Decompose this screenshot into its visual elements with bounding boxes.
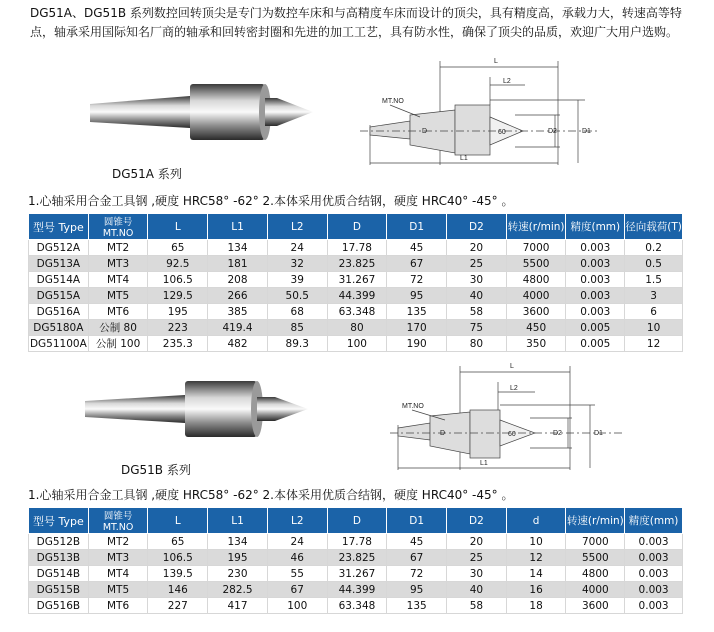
table-cell: DG516B — [29, 598, 89, 614]
table-cell: 170 — [387, 320, 447, 336]
table-cell: MT2 — [88, 240, 148, 256]
table-cell: 1.5 — [625, 272, 683, 288]
column-header: 径向载荷(T) — [625, 214, 683, 240]
spec-table-dg51b — [28, 507, 683, 614]
table-cell: 12 — [506, 550, 566, 566]
table-cell: 10 — [625, 320, 683, 336]
table-cell: 12 — [625, 336, 683, 352]
table-cell: 106.5 — [148, 272, 208, 288]
table-cell: 10 — [506, 534, 566, 550]
table-cell: 89.3 — [267, 336, 327, 352]
table-cell: 30 — [447, 566, 507, 582]
spec-table-dg51a — [28, 213, 683, 352]
table-cell: 40 — [447, 288, 507, 304]
table-cell: 5500 — [566, 550, 625, 566]
table-cell: 4000 — [566, 582, 625, 598]
table-cell: 235.3 — [148, 336, 208, 352]
table-cell: 0.003 — [566, 240, 625, 256]
table-cell: 4000 — [506, 288, 566, 304]
drawing-a-d-label: D — [422, 128, 428, 135]
table-cell: MT4 — [88, 566, 148, 582]
table-cell: 32 — [267, 256, 327, 272]
table-cell: 23.825 — [327, 550, 387, 566]
drawing-b-mtno-label: MT.NO — [402, 403, 424, 410]
table-cell: 25 — [447, 550, 507, 566]
table-cell: 67 — [387, 256, 447, 272]
table-cell: MT6 — [88, 304, 148, 320]
table-row — [29, 582, 683, 598]
table-cell: 50.5 — [267, 288, 327, 304]
table-cell: 25 — [447, 256, 507, 272]
table-cell: 65 — [148, 240, 208, 256]
table-row — [29, 256, 683, 272]
table-row — [29, 598, 683, 614]
table-cell: 17.78 — [327, 240, 387, 256]
table-cell: 92.5 — [148, 256, 208, 272]
table-cell: DG513B — [29, 550, 89, 566]
table-cell: 20 — [447, 240, 507, 256]
table-cell: 58 — [447, 598, 507, 614]
table-cell: 39 — [267, 272, 327, 288]
table-cell: 100 — [267, 598, 327, 614]
table-cell: 385 — [208, 304, 268, 320]
caption-dg51b: DG51B 系列 — [121, 463, 191, 477]
intro-paragraph: DG51A、DG51B 系列数控回转顶尖是专门为数控车床和与高精度车床而设计的顶尖，具有精度高，承载力大，转速高等特点，轴承采用国际知名厂商的轴承和回转密封圈和先进的加工工艺，具有防水性，确保了顶尖的品质，欢迎广大用户选购。 — [30, 6, 682, 39]
table-cell: MT2 — [88, 534, 148, 550]
table-cell: 3600 — [566, 598, 625, 614]
table-cell: 46 — [267, 550, 327, 566]
table-cell: DG5180A — [29, 320, 89, 336]
drawing-b-l1-label: L1 — [480, 460, 488, 467]
table-row — [29, 336, 683, 352]
table-cell: 350 — [506, 336, 566, 352]
table-cell: MT5 — [88, 582, 148, 598]
table-cell: 7000 — [566, 534, 625, 550]
table-cell: 195 — [208, 550, 268, 566]
column-header: L1 — [208, 508, 268, 534]
table-cell: 195 — [148, 304, 208, 320]
drawing-b-d1-label: D1 — [594, 430, 603, 437]
table-cell: 135 — [387, 304, 447, 320]
column-header: 型号 Type — [29, 214, 89, 240]
table-cell: 4800 — [506, 272, 566, 288]
table-cell: DG513A — [29, 256, 89, 272]
table-cell: 106.5 — [148, 550, 208, 566]
column-header: L1 — [208, 214, 268, 240]
drawing-a-mtno-label: MT.NO — [382, 98, 404, 105]
column-header: L — [148, 508, 208, 534]
table-cell: MT5 — [88, 288, 148, 304]
table-cell: 23.825 — [327, 256, 387, 272]
table-cell: 95 — [387, 582, 447, 598]
table-cell: DG515A — [29, 288, 89, 304]
table-row — [29, 304, 683, 320]
table-cell: DG514B — [29, 566, 89, 582]
table-cell: DG512A — [29, 240, 89, 256]
table-cell: 67 — [387, 550, 447, 566]
table-cell: 135 — [387, 598, 447, 614]
table-cell: 72 — [387, 566, 447, 582]
table-cell: 419.4 — [208, 320, 268, 336]
table-cell: 0.003 — [625, 582, 683, 598]
table-cell: DG516A — [29, 304, 89, 320]
table-row — [29, 566, 683, 582]
column-header: L2 — [267, 508, 327, 534]
column-header: D1 — [387, 214, 447, 240]
table-cell: 0.003 — [625, 566, 683, 582]
table-cell: 0.5 — [625, 256, 683, 272]
table-row — [29, 240, 683, 256]
table-cell: 134 — [208, 534, 268, 550]
table-cell: 4800 — [566, 566, 625, 582]
product-photo-dg51b — [80, 375, 310, 455]
table-cell: 24 — [267, 534, 327, 550]
table-cell: 67 — [267, 582, 327, 598]
table-cell: 0.003 — [625, 550, 683, 566]
table-cell: 139.5 — [148, 566, 208, 582]
drawing-a-l2-label: L2 — [503, 78, 511, 85]
material-note-dg51b: 1.心轴采用合金工具钢 ,硬度 HRC58° -62° 2.本体采用优质合结钢，硬度 HRC40° -45° 。 — [28, 488, 514, 502]
table-cell: DG512B — [29, 534, 89, 550]
column-header: 圆锥号 MT.NO — [88, 508, 148, 534]
column-header: D — [327, 508, 387, 534]
table-cell: 68 — [267, 304, 327, 320]
table-cell: 208 — [208, 272, 268, 288]
table-row — [29, 550, 683, 566]
table-cell: 0.005 — [566, 320, 625, 336]
table-cell: 181 — [208, 256, 268, 272]
table-cell: 0.003 — [566, 256, 625, 272]
table-cell: 3 — [625, 288, 683, 304]
table-cell: 44.399 — [327, 288, 387, 304]
drawing-a-l-label: L — [494, 58, 498, 65]
table-cell: 266 — [208, 288, 268, 304]
table-cell: 公制 80 — [88, 320, 148, 336]
table-cell: MT3 — [88, 550, 148, 566]
table-cell: 417 — [208, 598, 268, 614]
table-row — [29, 288, 683, 304]
table-cell: 146 — [148, 582, 208, 598]
drawing-b-angle-label: 60 — [508, 431, 516, 438]
column-header: d — [506, 508, 566, 534]
table-cell: 3600 — [506, 304, 566, 320]
table-cell: 129.5 — [148, 288, 208, 304]
table-cell: 134 — [208, 240, 268, 256]
table-cell: 6 — [625, 304, 683, 320]
table-cell: 7000 — [506, 240, 566, 256]
table-cell: 450 — [506, 320, 566, 336]
table-row — [29, 534, 683, 550]
table-cell: 18 — [506, 598, 566, 614]
table-cell: 16 — [506, 582, 566, 598]
column-header: 转速(r/min) — [506, 214, 566, 240]
material-note-dg51a: 1.心轴采用合金工具钢 ,硬度 HRC58° -62° 2.本体采用优质合结钢，硬度 HRC40° -45° 。 — [28, 194, 514, 208]
table-row — [29, 272, 683, 288]
column-header: D1 — [387, 508, 447, 534]
table-cell: 80 — [447, 336, 507, 352]
drawing-a-d2-label: D2 — [548, 128, 557, 135]
table-cell: 44.399 — [327, 582, 387, 598]
table-cell: 31.267 — [327, 566, 387, 582]
column-header: 精度(mm) — [566, 214, 625, 240]
table-cell: 482 — [208, 336, 268, 352]
table-cell: 190 — [387, 336, 447, 352]
column-header: D2 — [447, 508, 507, 534]
table-cell: DG514A — [29, 272, 89, 288]
column-header: L2 — [267, 214, 327, 240]
column-header: L — [148, 214, 208, 240]
table-cell: 95 — [387, 288, 447, 304]
table-cell: 0.003 — [625, 534, 683, 550]
table-cell: 5500 — [506, 256, 566, 272]
table-cell: 0.003 — [625, 598, 683, 614]
table-cell: 100 — [327, 336, 387, 352]
table-cell: 31.267 — [327, 272, 387, 288]
table-cell: 65 — [148, 534, 208, 550]
product-photo-dg51a — [85, 78, 315, 158]
column-header: D2 — [447, 214, 507, 240]
table-cell: 80 — [327, 320, 387, 336]
table-cell: 0.003 — [566, 304, 625, 320]
technical-drawing-dg51a — [360, 55, 605, 185]
table-cell: 58 — [447, 304, 507, 320]
table-cell: 45 — [387, 534, 447, 550]
table-row — [29, 320, 683, 336]
drawing-a-l1-label: L1 — [460, 155, 468, 162]
drawing-b-d2-label: D2 — [553, 430, 562, 437]
table-cell: 63.348 — [327, 598, 387, 614]
table-cell: MT6 — [88, 598, 148, 614]
drawing-a-d1-label: D1 — [582, 128, 591, 135]
technical-drawing-dg51b — [390, 360, 630, 480]
table-cell: 282.5 — [208, 582, 268, 598]
table-cell: 14 — [506, 566, 566, 582]
table-cell: 17.78 — [327, 534, 387, 550]
table-cell: 63.348 — [327, 304, 387, 320]
column-header: 转速(r/min) — [566, 508, 625, 534]
table-cell: 0.005 — [566, 336, 625, 352]
table-cell: 30 — [447, 272, 507, 288]
table-cell: 72 — [387, 272, 447, 288]
table-cell: DG515B — [29, 582, 89, 598]
table-cell: 0.003 — [566, 272, 625, 288]
table-cell: 85 — [267, 320, 327, 336]
column-header: 精度(mm) — [625, 508, 683, 534]
table-cell: 0.003 — [566, 288, 625, 304]
table-cell: 0.2 — [625, 240, 683, 256]
table-cell: MT3 — [88, 256, 148, 272]
drawing-b-l2-label: L2 — [510, 385, 518, 392]
caption-dg51a: DG51A 系列 — [112, 167, 182, 181]
table-cell: DG51100A — [29, 337, 87, 350]
table-cell: 45 — [387, 240, 447, 256]
table-cell: 227 — [148, 598, 208, 614]
column-header: 型号 Type — [29, 508, 89, 534]
drawing-b-l-label: L — [510, 363, 514, 370]
table-cell: 24 — [267, 240, 327, 256]
drawing-a-angle-label: 60 — [498, 129, 506, 136]
table-cell: 40 — [447, 582, 507, 598]
drawing-b-d-label: D — [440, 430, 446, 437]
table-cell: 公制 100 — [88, 336, 148, 352]
table-cell: 55 — [267, 566, 327, 582]
table-cell: 223 — [148, 320, 208, 336]
table-cell: 20 — [447, 534, 507, 550]
column-header: 圆锥号 MT.NO — [88, 214, 148, 240]
table-cell: 75 — [447, 320, 507, 336]
table-cell: 230 — [208, 566, 268, 582]
table-cell: MT4 — [88, 272, 148, 288]
column-header: D — [327, 214, 387, 240]
